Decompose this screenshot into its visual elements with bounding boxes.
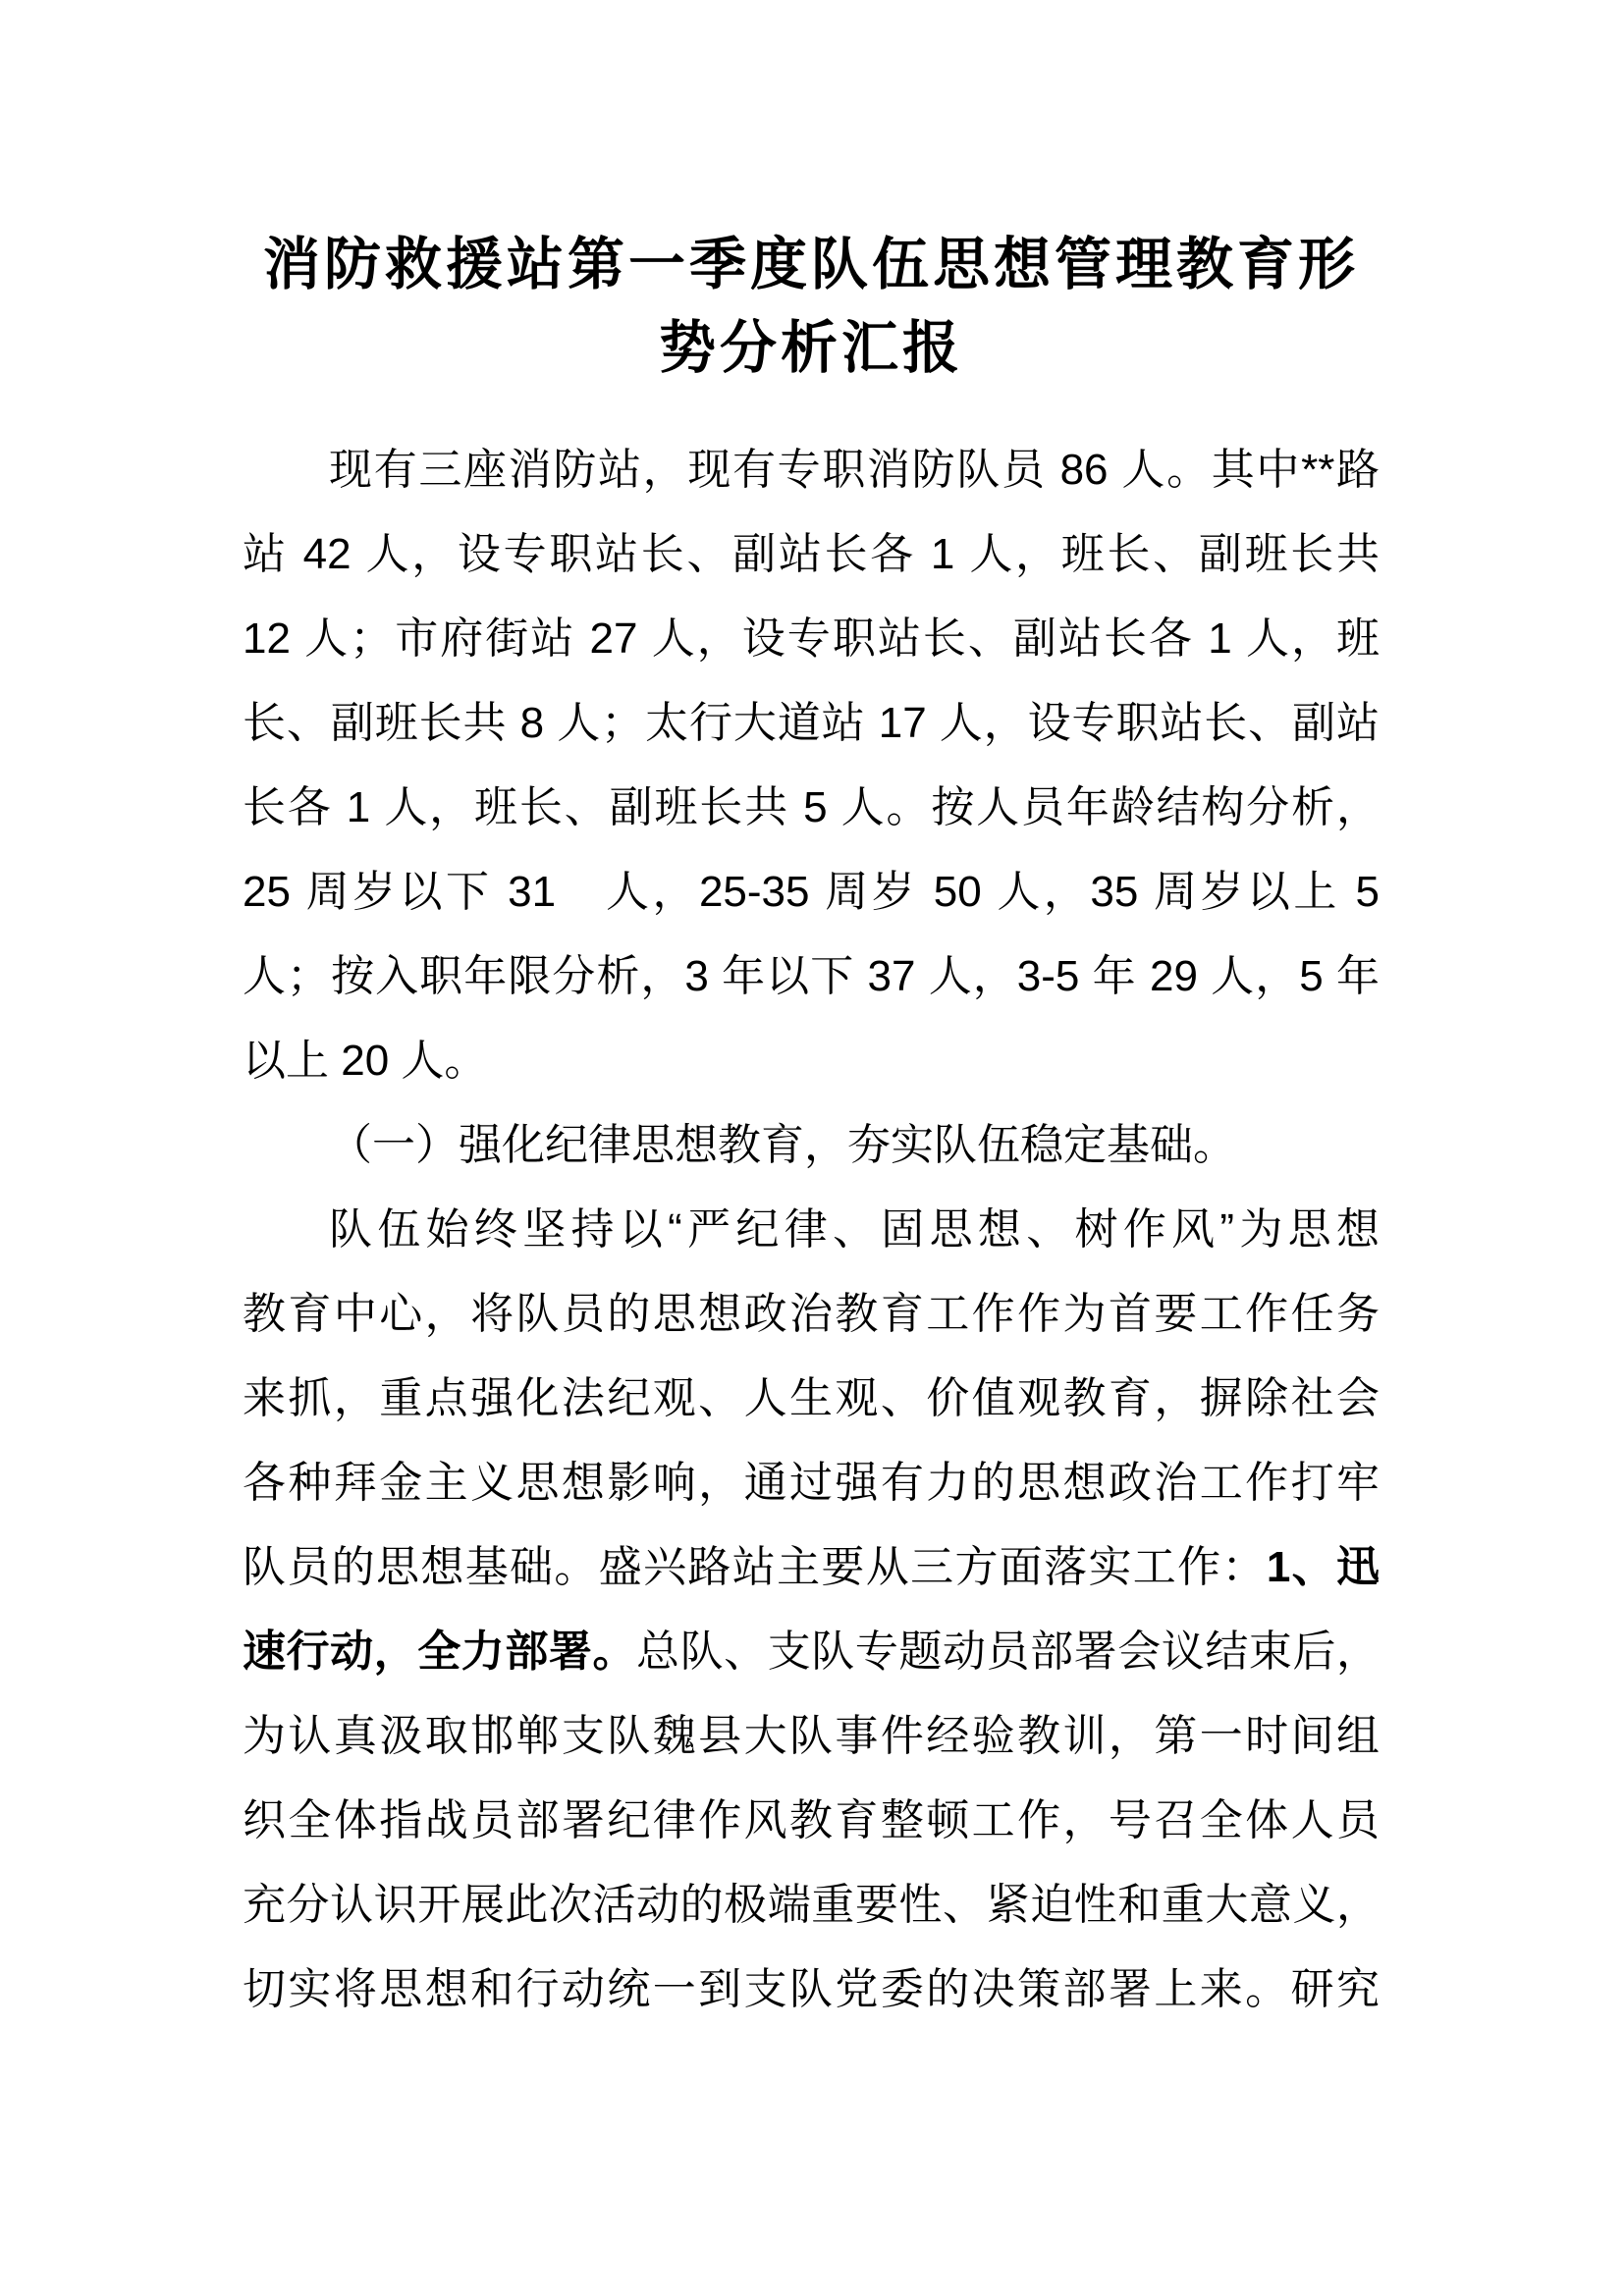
paragraph [243,1188,1380,2032]
text-segment: 队员的思想基础。盛兴路站主要从三方面落实工作： [243,1543,1267,1591]
title-line-1: 消防救援站第一季度队伍思想管理教育形 [262,233,1359,296]
text-line [243,597,1380,681]
text-segment: 长、副班长共 8 人；太行大道站 17 人，设专职站长、副站 [243,699,1380,747]
text-line [243,1188,1380,1272]
text-line [243,1525,1380,1610]
text-segment: 各种拜金主义思想影响，通过强有力的思想政治工作打牢 [243,1459,1380,1507]
document-title [243,223,1380,390]
text-line [243,1019,1380,1103]
text-segment: 总队、支队专题动员部署会议结束后， [636,1628,1380,1676]
text-segment: 充分认识开展此次活动的极端重要性、紧迫性和重大意义， [243,1881,1380,1929]
text-line [243,766,1380,850]
title-line-2: 势分析汇报 [658,316,963,380]
bold-text-segment: 速行动，全力部署。 [243,1628,637,1676]
text-segment: （一）强化纪律思想教育，夯实队伍稳定基础。 [329,1121,1236,1169]
text-segment: 现有三座消防站，现有专职消防队员 86 人。其中**路 [329,446,1380,494]
text-line [243,934,1380,1019]
text-line [243,681,1380,766]
paragraph [243,428,1380,1103]
text-segment: 人；按入职年限分析，3 年以下 37 人，3-5 年 29 人，5 年 [243,952,1380,1000]
text-line [243,1694,1380,1779]
text-line [243,512,1380,597]
text-line [243,1441,1380,1525]
text-segment: 来抓，重点强化法纪观、人生观、价值观教育，摒除社会 [243,1374,1380,1422]
document-body [243,428,1380,2032]
text-line [243,850,1380,934]
bold-text-segment: 1、迅 [1266,1543,1380,1591]
document-content [243,223,1380,2032]
text-line [243,1863,1380,1948]
text-line [243,1357,1380,1441]
text-segment: 队伍始终坚持以“严纪律、固思想、树作风”为思想 [329,1205,1380,1254]
text-line [243,1779,1380,1863]
text-segment: 站 42 人，设专职站长、副站长各 1 人，班长、副班长共 [243,530,1380,578]
paragraph [243,1103,1380,1188]
text-line [243,1948,1380,2032]
text-line [243,1103,1380,1188]
text-segment: 教育中心，将队员的思想政治教育工作作为首要工作任务 [243,1290,1380,1338]
text-segment: 切实将思想和行动统一到支队党委的决策部署上来。研究 [243,1965,1380,2013]
text-segment: 织全体指战员部署纪律作风教育整顿工作，号召全体人员 [243,1796,1380,1844]
text-segment: 12 人；市府街站 27 人，设专职站长、副站长各 1 人，班 [243,614,1380,663]
text-segment: 25 周岁以下 31 人，25-35 周岁 50 人，35 周岁以上 5 [243,868,1380,916]
text-line [243,428,1380,512]
text-line [243,1610,1380,1694]
text-line [243,1272,1380,1357]
text-segment: 长各 1 人，班长、副班长共 5 人。按人员年龄结构分析， [243,783,1380,831]
text-segment: 为认真汲取邯郸支队魏县大队事件经验教训，第一时间组 [243,1712,1380,1760]
text-segment: 以上 20 人。 [243,1037,488,1085]
